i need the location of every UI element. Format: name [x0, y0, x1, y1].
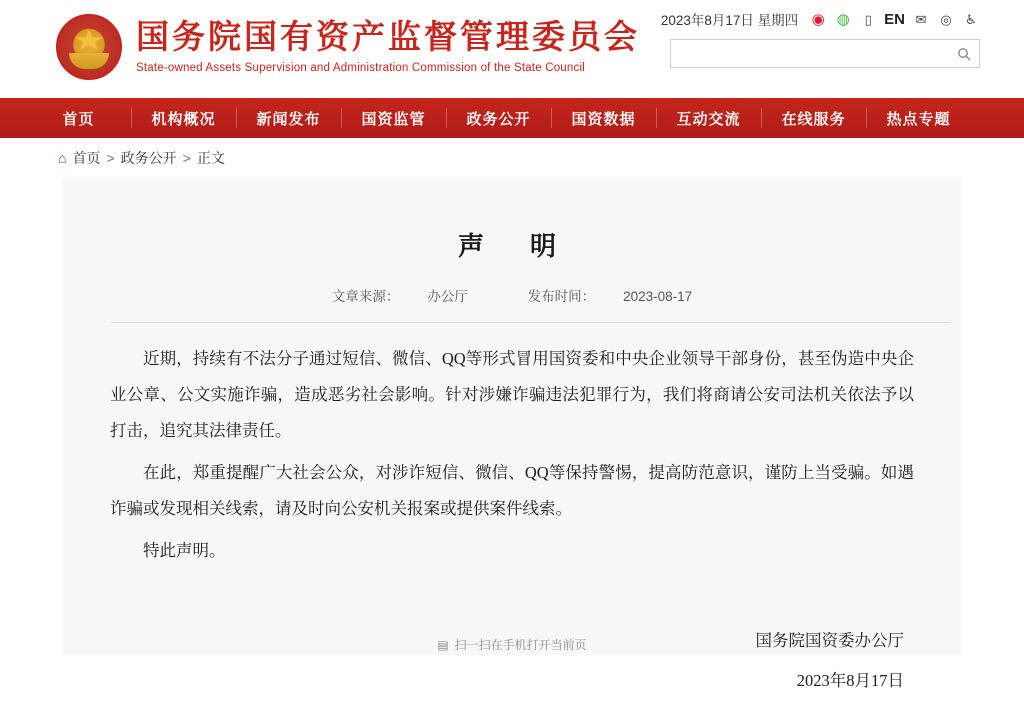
breadcrumb-separator: > [106, 150, 115, 166]
article-paper [62, 178, 962, 690]
scan-hint-label: 扫一扫在手机打开当前页 [454, 638, 587, 652]
search-input[interactable] [671, 40, 949, 67]
article-body [110, 341, 914, 569]
nav-item-topics[interactable]: 热点专题 [866, 98, 971, 138]
meta-divider [110, 322, 950, 323]
main-nav [0, 98, 1024, 138]
nav-item-news[interactable]: 新闻发布 [236, 98, 341, 138]
article-paragraph: 在此，郑重提醒广大社会公众，对涉诈短信、微信、QQ等保持警惕，提高防范意识，谨防上当受骗。如遇诈骗或发现相关线索，请及时向公安机关报案或提供案件线索。 [110, 463, 914, 518]
wechat-icon[interactable]: ◍ [836, 10, 850, 28]
mobile-icon[interactable]: ▯ [864, 11, 872, 27]
scan-qr-hint [62, 636, 962, 653]
signature-org: 国务院国资委办公厅 [755, 631, 904, 650]
nav-item-overview[interactable]: 机构概况 [131, 98, 236, 138]
nav-item-supervision[interactable]: 国资监管 [341, 98, 446, 138]
article-meta [110, 285, 914, 305]
brand-title-en: State-owned Assets Supervision and Administration Commission of the State Council [136, 62, 585, 74]
breadcrumb-item-affairs[interactable]: 政务公开 [120, 150, 177, 166]
nav-item-data[interactable]: 国资数据 [551, 98, 656, 138]
search-box[interactable] [670, 39, 980, 68]
weibo-icon[interactable]: ◉ [811, 10, 825, 28]
article-source: 文章来源： 办公厅 [331, 289, 468, 304]
site-brand[interactable] [56, 14, 640, 80]
article-paragraph: 特此声明。 [143, 541, 226, 560]
national-emblem-icon [56, 14, 122, 80]
content-area [0, 178, 1024, 690]
article-paragraph: 近期，持续有不法分子通过短信、微信、QQ等形式冒用国资委和中央企业领导干部身份，甚至伪造中央企业公章、公文实施诈骗，造成恶劣社会影响。针对涉嫌诈骗违法犯罪行为，我们将商请公安司法机关依法予以打击，追究其法律责任。 [110, 349, 914, 440]
page-title: 声 明 [457, 232, 566, 261]
nav-item-affairs[interactable]: 政务公开 [446, 98, 551, 138]
nav-item-home[interactable]: 首页 [62, 110, 95, 128]
site-header [0, 0, 1024, 98]
nav-item-interaction[interactable]: 互动交流 [656, 98, 761, 138]
home-icon[interactable]: ⌂ [58, 150, 67, 166]
current-date: 2023年8月17日 星期四 [660, 13, 799, 28]
mail-icon[interactable]: ✉ [915, 11, 927, 27]
search-icon[interactable] [949, 40, 979, 67]
breadcrumb-item-current: 正文 [196, 150, 225, 166]
qr-code-icon: ▤ [437, 638, 449, 652]
breadcrumb [0, 138, 1024, 178]
breadcrumb-item-home[interactable]: 首页 [72, 150, 101, 166]
breadcrumb-separator: > [182, 150, 191, 166]
nav-item-services[interactable]: 在线服务 [761, 98, 866, 138]
gov-seal-icon[interactable]: ◎ [940, 11, 952, 27]
accessibility-icon[interactable]: ♿ [965, 11, 977, 27]
article-signature [110, 621, 914, 701]
header-utilities [560, 8, 980, 68]
english-link[interactable]: EN [884, 10, 905, 28]
header-topline [560, 8, 980, 30]
article-publish-date: 发布时间： 2023-08-17 [527, 289, 693, 304]
signature-date: 2023年8月17日 [796, 671, 904, 690]
brand-title-cn: 国务院国有资产监督管理委员会 [136, 20, 640, 56]
